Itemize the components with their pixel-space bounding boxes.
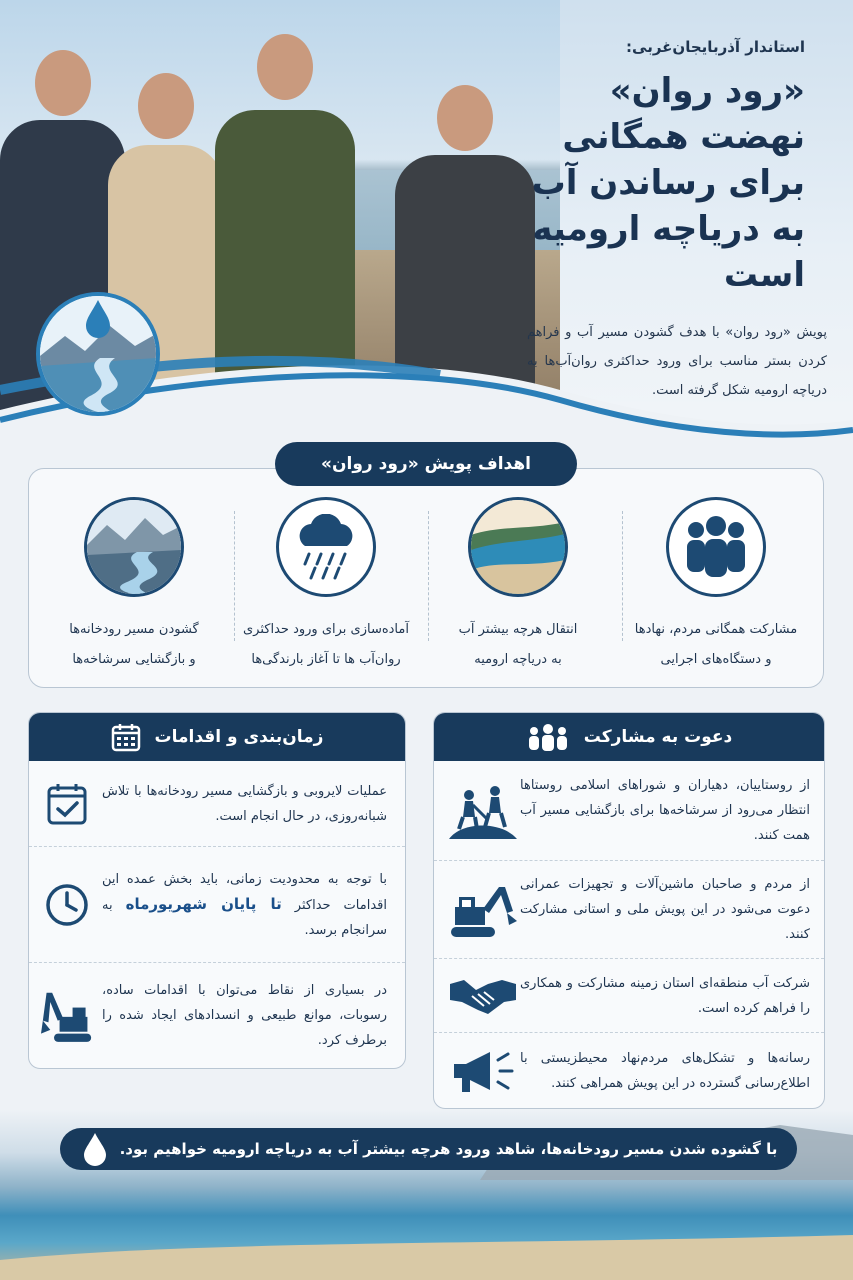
schedule-item [29, 963, 405, 1067]
goals-title: اهداف پویش «رود روان» [275, 442, 577, 486]
people-group-icon [666, 497, 766, 597]
participation-text: شرکت آب منطقه‌ای استان زمینه مشارکت و همکاری را فراهم کرده است. [520, 975, 810, 1016]
workers-icon [446, 781, 520, 841]
participation-item [434, 959, 824, 1033]
goal-label: و بازگشایی سرشاخه‌ها [72, 652, 196, 667]
footer-text: با گشوده شدن مسیر رودخانه‌ها، شاهد ورود هرچه بیشتر آب به دریاچه ارومیه خواهیم بود. [119, 1140, 778, 1158]
schedule-item [29, 761, 405, 847]
goal-item [39, 497, 229, 675]
hero-title-line-3: برای رساندن آب [531, 163, 805, 203]
schedule-text-part: به سرانجام برسد. [102, 897, 387, 938]
goal-label: گشودن مسیر رودخانه‌ها [69, 622, 199, 637]
schedule-title: زمان‌بندی و اقدامات [154, 727, 324, 747]
handshake-icon [446, 974, 520, 1018]
hero-title-line-4: به دریاچه ارومیه است [532, 209, 805, 295]
participation-text: رسانه‌ها و تشکل‌های مردم‌نهاد محیطزیستی با اطلاع‌رسانی گسترده در این پویش همراهی کنند. [520, 1051, 810, 1091]
hero-description: پویش «رود روان» با هدف گشودن مسیر آب و فراهم کردن بستر مناسب برای ورود حداکثری روان‌آب‌ها به دریاچه ارومیه شکل گرفته است. [527, 325, 827, 398]
goal-item [621, 497, 811, 675]
participation-title: دعوت به مشارکت [583, 727, 733, 747]
schedule-text: در بسیاری از نقاط می‌توان با اقدامات ساده، رسوبات، موانع طبیعی و انسدادهای ایجاد شده را برطرف کرد. [102, 982, 387, 1048]
participation-item [434, 1033, 824, 1109]
hero-title-line-2: نهضت همگانی [562, 117, 805, 157]
schedule-text-part: با توجه به محدودیت زمانی، باید بخش عمده این اقدامات حداکثر [102, 871, 387, 913]
water-drop-icon [80, 1131, 110, 1167]
hero-section [0, 0, 853, 450]
megaphone-icon [446, 1046, 520, 1096]
schedule-text [102, 867, 387, 943]
participation-item [434, 761, 824, 861]
participation-item [434, 861, 824, 959]
goals-section [28, 468, 824, 688]
clock-icon [41, 883, 93, 927]
footer-banner [60, 1128, 797, 1170]
goal-label: و دستگاه‌های اجرایی [660, 652, 772, 667]
deadline-highlight: تا پایان شهریورماه [125, 894, 282, 913]
goal-item [423, 497, 613, 675]
river-icon [84, 497, 184, 597]
schedule-text: عملیات لایروبی و بازگشایی مسیر رودخانه‌ها با تلاش شبانه‌روزی، در حال انجام است. [102, 783, 387, 824]
participation-header [434, 713, 824, 761]
goal-label: مشارکت همگانی مردم، نهادها [634, 622, 798, 637]
calendar-icon [111, 722, 141, 752]
participation-text: از مردم و صاحبان ماشین‌آلات و تجهیزات عمرانی دعوت می‌شود در این پویش ملی و استانی مشارکت کنند. [520, 877, 810, 942]
hero-heading [445, 38, 805, 298]
hero-title-line-1: «رود روان» [609, 71, 805, 111]
schedule-item [29, 847, 405, 963]
hero-subtitle: استاندار آذربایجان‌غربی: [626, 38, 805, 56]
calendar-check-icon [41, 782, 93, 826]
river-logo-icon [36, 292, 160, 416]
lake-icon [468, 497, 568, 597]
goal-label: آماده‌سازی برای ورود حداکثری [243, 622, 409, 637]
goal-label: انتقال هرچه بیشتر آب [458, 622, 578, 637]
people-icon [526, 723, 570, 751]
goal-label: به دریاچه ارومیه [474, 652, 562, 667]
schedule-header [29, 713, 405, 761]
participation-text: از روستاییان، دهیاران و شوراهای اسلامی روستاها انتظار می‌رود از سرشاخه‌ها برای بازگشایی مسیر آب همت کنند. [520, 778, 810, 843]
schedule-panel [28, 712, 406, 1069]
goal-label: روان‌آب ها تا آغاز بارندگی‌ها [251, 652, 401, 667]
rain-cloud-icon [276, 497, 376, 597]
excavator-icon [446, 881, 520, 939]
goal-item [231, 497, 421, 675]
participation-panel [433, 712, 825, 1109]
excavator-icon [41, 985, 93, 1045]
